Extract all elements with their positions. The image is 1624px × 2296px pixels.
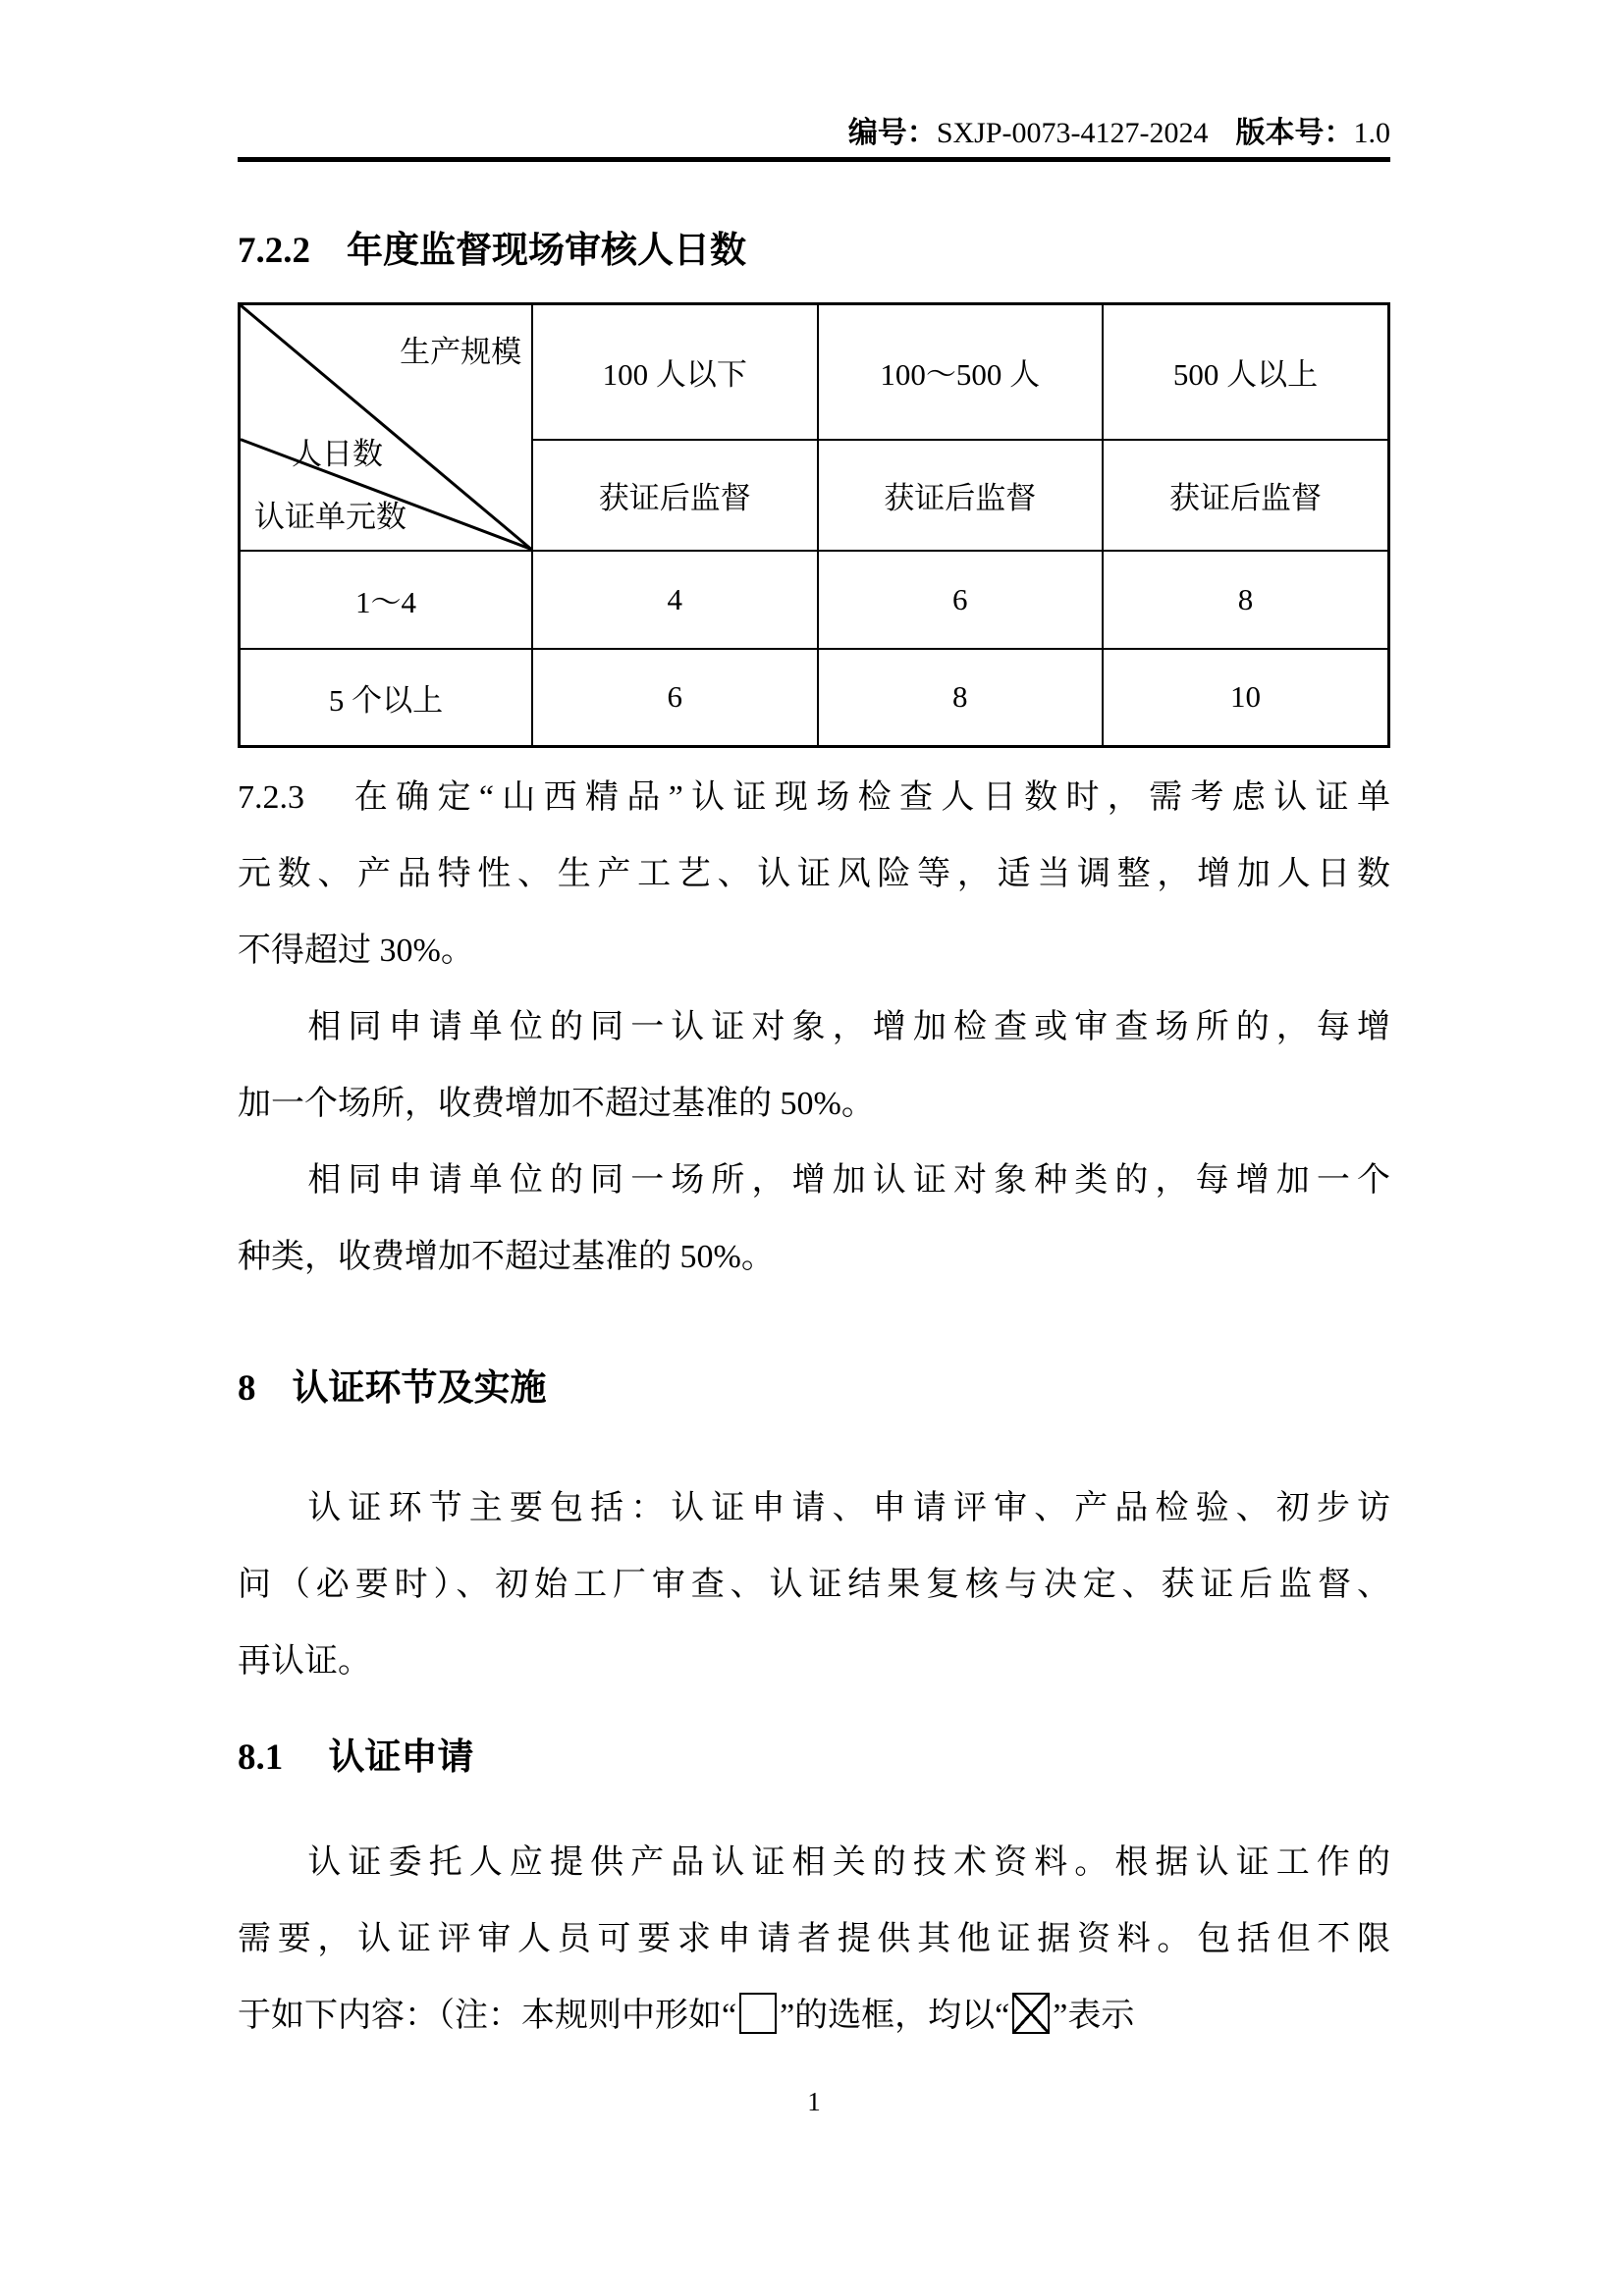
checked-checkbox-icon: [1012, 1993, 1050, 2034]
cell-value: 8: [818, 649, 1103, 747]
text-line-with-checkboxes: [238, 1978, 1390, 2055]
row-label-5-plus: 5 个以上: [240, 649, 533, 747]
text-line: 元数、产品特性、生产工艺、认证风险等，适当调整，增加人日数: [238, 856, 1390, 892]
cell-value: 10: [1103, 649, 1389, 747]
sub-header-post-cert-1: 获证后监督: [532, 440, 817, 551]
corner-label-cert-units: 认证单元数: [254, 499, 406, 534]
empty-checkbox-icon: [739, 1993, 777, 2034]
corner-label-man-days: 人日数: [292, 437, 383, 471]
table-corner-cell: [240, 304, 533, 551]
section-8-heading: 8 认证环节及实施: [238, 1368, 547, 1409]
text-segment: 于如下内容：（注：本规则中形如“: [238, 1998, 737, 2034]
cell-value: 6: [532, 649, 817, 747]
text-line: 认证委托人应提供产品认证相关的技术资料。根据认证工作的: [307, 1844, 1390, 1881]
doc-number-value: SXJP-0073-4127-2024: [936, 117, 1209, 149]
section-8-1-heading: 8.1 认证申请: [238, 1737, 474, 1778]
audit-man-days-table: [238, 302, 1390, 748]
paragraph-7-2-3: [238, 760, 1390, 989]
table-row: [240, 649, 1389, 747]
document-content: [238, 0, 1390, 2116]
page-number: 1: [807, 2087, 821, 2116]
row-label-1-4: 1～4: [240, 551, 533, 649]
col-header-under-100: 100 人以下: [532, 304, 817, 440]
sub-header-post-cert-3: 获证后监督: [1103, 440, 1389, 551]
text-line: 再认证。: [238, 1643, 371, 1680]
corner-label-production-scale: 生产规模: [400, 335, 522, 369]
text-line: 加一个场所，收费增加不超过基准的 50%。: [238, 1086, 875, 1122]
header-rule: [238, 157, 1390, 162]
document-header: [238, 0, 1390, 151]
col-header-over-500: 500 人以上: [1103, 304, 1389, 440]
text-segment: ”的选框，均以“: [780, 1998, 1010, 2034]
paragraph-additional-sites: [238, 989, 1390, 1143]
text-line: 相同申请单位的同一认证对象，增加检查或审查场所的，每增: [307, 1009, 1390, 1045]
text-line: 问（必要时）、初始工厂审查、认证结果复核与决定、获证后监督、: [238, 1567, 1390, 1603]
text-line: 认证环节主要包括：认证申请、申请评审、产品检验、初步访: [307, 1490, 1390, 1526]
col-header-100-500: 100～500 人: [818, 304, 1103, 440]
paragraph-cert-process: [238, 1470, 1390, 1700]
paragraph-cert-application: [238, 1825, 1390, 2055]
text-line: 相同申请单位的同一场所，增加认证对象种类的，每增加一个: [307, 1162, 1390, 1199]
doc-version-label: 版本号：: [1235, 117, 1354, 149]
section-7-2-2-heading: 7.2.2 年度监督现场审核人日数: [238, 231, 746, 271]
table-header-row-1: [240, 304, 1389, 440]
text-line: 7.2.3 在确定“山西精品”认证现场检查人日数时，需考虑认证单: [238, 779, 1390, 816]
text-line: 种类，收费增加不超过基准的 50%。: [238, 1239, 775, 1275]
text-segment: ”表示: [1053, 1998, 1135, 2034]
doc-number-label: 编号：: [847, 117, 937, 149]
sub-header-post-cert-2: 获证后监督: [818, 440, 1103, 551]
text-line: 不得超过 30%。: [238, 933, 474, 969]
doc-version-value: 1.0: [1353, 117, 1390, 149]
text-line: 需要，认证评审人员可要求申请者提供其他证据资料。包括但不限: [238, 1921, 1390, 1957]
cell-value: 8: [1103, 551, 1389, 649]
table-row: [240, 551, 1389, 649]
cell-value: 4: [532, 551, 817, 649]
cell-value: 6: [818, 551, 1103, 649]
paragraph-additional-types: [238, 1143, 1390, 1296]
